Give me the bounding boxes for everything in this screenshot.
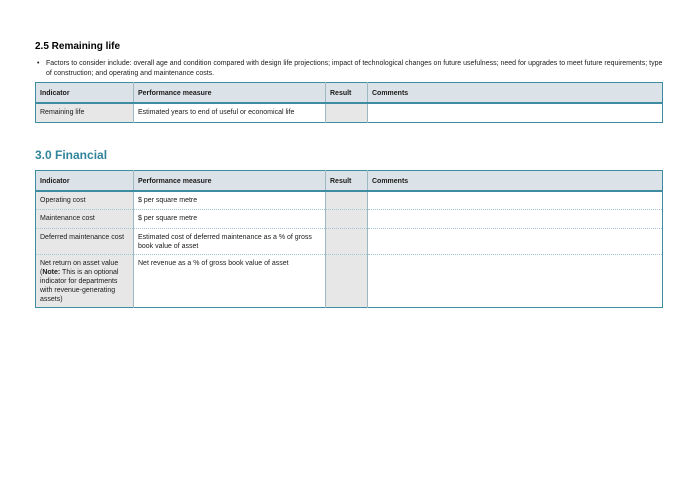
column-header-result: Result xyxy=(326,170,368,191)
column-header-comments: Comments xyxy=(368,170,663,191)
cell-comments-empty[interactable] xyxy=(368,210,663,229)
indicator-text: Net return on asset value ( xyxy=(40,260,119,276)
column-header-comments: Comments xyxy=(368,83,663,104)
indicator-text: This is an optional indicator for departments with revenue-generating assets) xyxy=(40,269,119,303)
table-row xyxy=(36,255,663,308)
column-header-performance-measure: Performance measure xyxy=(134,83,326,104)
column-header-indicator: Indicator xyxy=(36,83,134,104)
cell-performance-measure: Net revenue as a % of gross book value of asset xyxy=(134,255,326,308)
cell-result-empty[interactable] xyxy=(326,229,368,255)
column-header-result: Result xyxy=(326,83,368,104)
cell-performance-measure: Estimated years to end of useful or economical life xyxy=(134,103,326,122)
cell-comments-empty[interactable] xyxy=(368,229,663,255)
cell-indicator: Operating cost xyxy=(36,191,134,210)
table-header-row xyxy=(36,170,663,191)
table-row xyxy=(36,229,663,255)
cell-indicator xyxy=(36,255,134,308)
bullet-text: Factors to consider include: overall age and condition compared with design life projections; impact of technological changes on future usefulness; need for upgrades to meet future requirements; type of construction; and operating and maintenance costs. xyxy=(46,60,663,77)
bullet-marker: • xyxy=(37,60,40,67)
table-row xyxy=(36,103,663,122)
column-header-indicator: Indicator xyxy=(36,170,134,191)
cell-result-empty[interactable] xyxy=(326,210,368,229)
table-row xyxy=(36,210,663,229)
cell-performance-measure: Estimated cost of deferred maintenance as a % of gross book value of asset xyxy=(134,229,326,255)
table-header-row xyxy=(36,83,663,104)
cell-result-empty[interactable] xyxy=(326,103,368,122)
column-header-performance-measure: Performance measure xyxy=(134,170,326,191)
note-label: Note: xyxy=(42,269,61,276)
table-row xyxy=(36,191,663,210)
cell-result-empty[interactable] xyxy=(326,255,368,308)
cell-indicator: Deferred maintenance cost xyxy=(36,229,134,255)
remaining-life-table xyxy=(35,82,663,123)
cell-performance-measure: $ per square metre xyxy=(134,210,326,229)
section-heading-remaining-life: 2.5 Remaining life xyxy=(35,41,121,52)
cell-result-empty[interactable] xyxy=(326,191,368,210)
bullet-item xyxy=(35,59,663,78)
cell-indicator: Remaining life xyxy=(36,103,134,122)
section-heading-financial: 3.0 Financial xyxy=(35,147,108,162)
financial-table xyxy=(35,170,663,309)
cell-comments-empty[interactable] xyxy=(368,191,663,210)
cell-comments-empty[interactable] xyxy=(368,255,663,308)
cell-comments-empty[interactable] xyxy=(368,103,663,122)
cell-indicator: Maintenance cost xyxy=(36,210,134,229)
cell-performance-measure: $ per square metre xyxy=(134,191,326,210)
